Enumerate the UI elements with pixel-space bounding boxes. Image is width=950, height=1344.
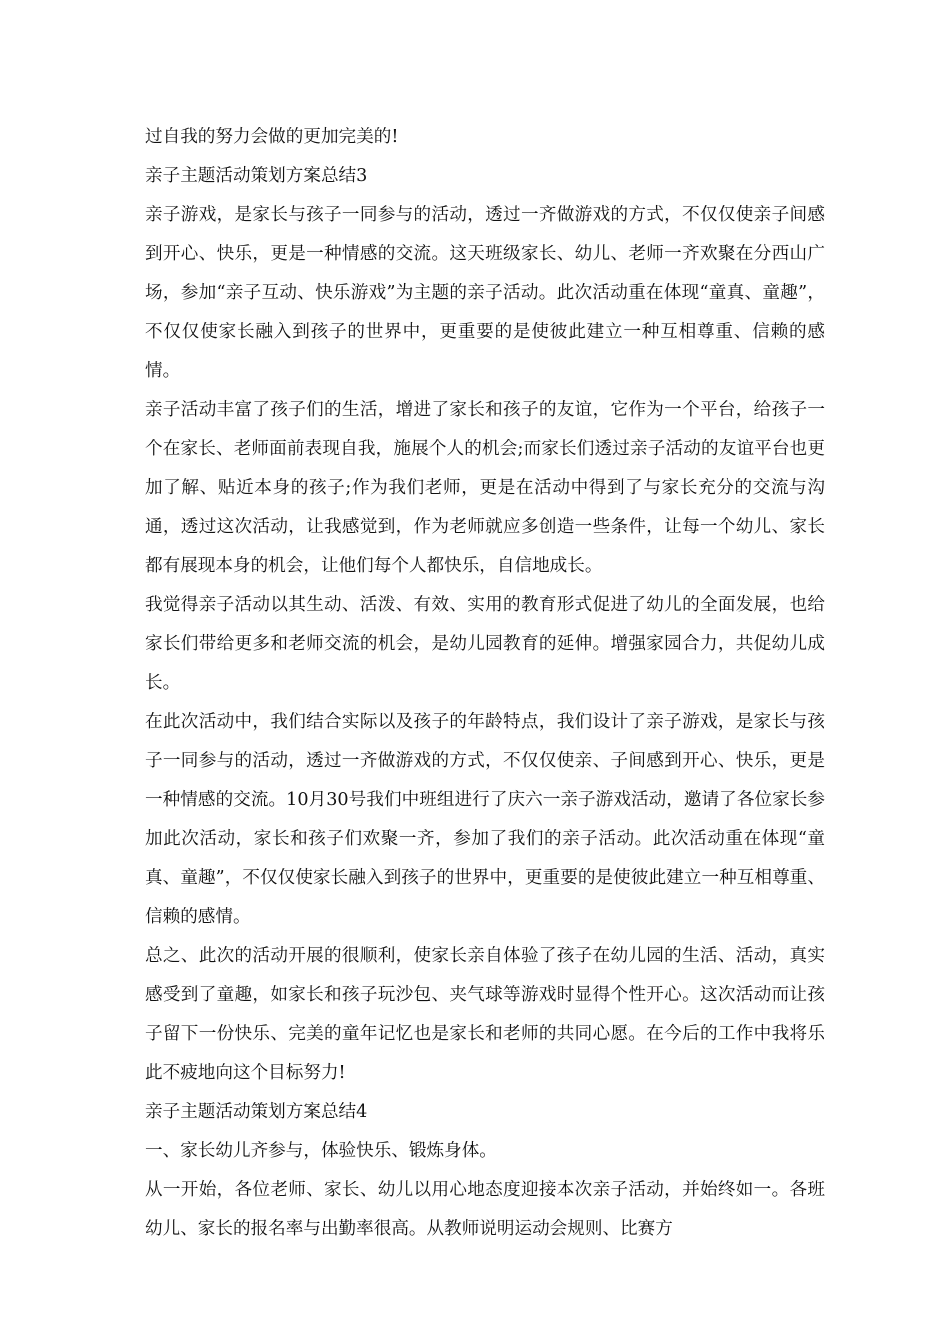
subheading-participation: 一、家长幼儿齐参与，体验快乐、锻炼身体。	[145, 1141, 497, 1161]
paragraph-participation: 从一开始，各位老师、家长、幼儿以用心地态度迎接本次亲子活动，并始终如一。各班幼儿、家长的报名率与出勤率很高。从教师说明运动会规则、比赛方	[145, 1180, 825, 1239]
paragraph-benefits: 亲子活动丰富了孩子们的生活，增进了家长和孩子的友谊，它作为一个平台，给孩子一个在家长、老师面前表现自我，施展个人的机会;而家长们透过亲子活动的友谊平台也更加了解、贴近本身的孩子;作为我们老师，更是在活动中得到了与家长充分的交流与沟通，透过这次活动，让我感觉到，作为老师就应多创造一些条件，让每一个幼儿、家长都有展现本身的机会，让他们每个人都快乐，自信地成长。	[145, 400, 825, 576]
document-body	[145, 118, 825, 1249]
paragraph-summary: 总之、此次的活动开展的很顺利，使家长亲自体验了孩子在幼儿园的生活、活动，真实感受到了童趣，如家长和孩子玩沙包、夹气球等游戏时显得个性开心。这次活动而让孩子留下一份快乐、完美的童年记忆也是家长和老师的共同心愿。在今后的工作中我将乐此不疲地向这个目标努力!	[145, 946, 825, 1083]
section-heading-4: 亲子主题活动策划方案总结4	[145, 1102, 368, 1122]
paragraph-closing-line: 过自我的努力会做的更加完美的!	[145, 127, 399, 147]
paragraph-activity-details: 在此次活动中，我们结合实际以及孩子的年龄特点，我们设计了亲子游戏，是家长与孩子一同参与的活动，透过一齐做游戏的方式，不仅仅使亲、子间感到开心、快乐，更是一种情感的交流。10月30号我们中班组进行了庆六一亲子游戏活动，邀请了各位家长参加此次活动，家长和孩子们欢聚一齐，参加了我们的亲子活动。此次活动重在体现“童真、童趣”，不仅仅使家长融入到孩子的世界中，更重要的是使彼此建立一种互相尊重、信赖的感情。	[145, 712, 825, 927]
paragraph-development: 我觉得亲子活动以其生动、活泼、有效、实用的教育形式促进了幼儿的全面发展，也给家长们带给更多和老师交流的机会，是幼儿园教育的延伸。增强家园合力，共促幼儿成长。	[145, 595, 825, 693]
paragraph-intro: 亲子游戏，是家长与孩子一同参与的活动，透过一齐做游戏的方式，不仅仅使亲子间感到开心、快乐，更是一种情感的交流。这天班级家长、幼儿、老师一齐欢聚在分西山广场，参加“亲子互动、快乐游戏”为主题的亲子活动。此次活动重在体现“童真、童趣”，不仅仅使家长融入到孩子的世界中，更重要的是使彼此建立一种互相尊重、信赖的感情。	[145, 205, 825, 381]
section-heading-3: 亲子主题活动策划方案总结3	[145, 166, 368, 186]
